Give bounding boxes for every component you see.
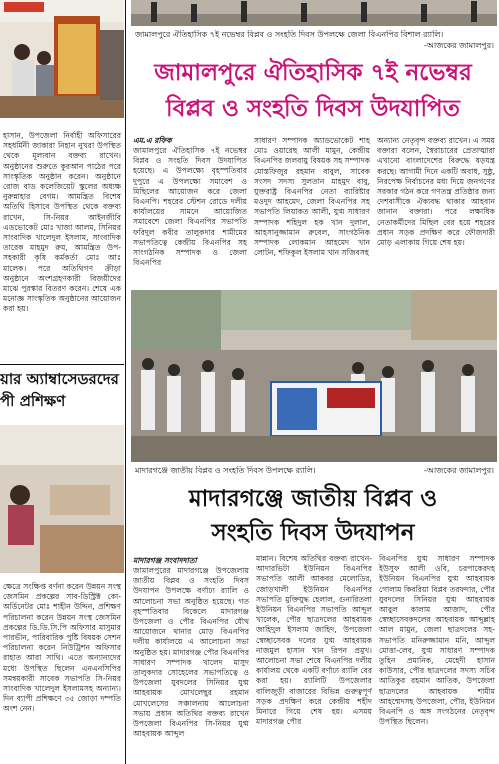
story2-col1: জামালপুরের মাদারগঞ্জে উপজেলায় জাতীয় বিপ্লব ও সংহতি দিবস উদযাপন উপলক্ষে বর্ণাঢ্য র‍্যালি ও আলোচনা সভা অনুষ্ঠিত হয়েছে। গত বৃহস্পতিবার বিকেলে মাদারগঞ্জ উপজেলা ও পৌর বিএনপির যৌথ আয়োজনে থানার মোড় বিএনপির দলীয় কার্যালয়ে এ আলোচনা সভা অনুষ্ঠিত হয়। মাদারগঞ্জ পৌর বিএনপির সাধারণ সম্পাদক খালেদ মাসুদ তালুকদার সোহেলের সভাপতিত্বে ও উপজেলা যুবদলের সিনিয়র যুগ্ম আহবায়ক মোখলেছুর রহমান মোখলেসের সঞ্চালনায় আলোচনা সভায় প্রধান অতিথির বক্তব্য রাখেন উপজেলা বিএনপির সি-নিয়র যুগ্ম আহবায়ক আব্দুল (133, 566, 249, 739)
story1-photo-caption: জামালপুরে ঐতিহাসিক ৭ই নভেম্বর বিপ্লব ও সংহতি দিবস উপলক্ষে জেলা বিএনপির বিশাল র‍্যালি। (135, 30, 444, 39)
story1-rally-photo (131, 290, 497, 462)
story2-col3: বিএনপির যুগ্ম সাধারণ সম্পাদক ইউসুফ আলী ওবি, চরপাকেরদহ ইউনিয়ন বিএনপির যুগ্ম আহবায়ক গোলাম কিবরিয়া বিপ্লব তরফদার, পৌর যুবদলের সিনিয়র যুগ্ম আহবায়ক আবুল কালাম আজাদ, পৌর স্বেচ্ছাসেবকদলের আহবায়ক আব্দুল্লাহ আল মামুন, জেলা ছাত্রদলের সহ-সভাপতি মনিরুজ্জামান মনি, আব্দুল মোত্তা-লেব, যুগ্ম সাধারণ সম্পাদক তুহিন প্রমানিক, মেহেদী হাসান কাউসার, পৌর ছাত্রদলের সদস্য সচিব আতিকুর রহমান আতিক, উপজেলা ছাত্রদলের আহবায়ক শামীম আহম্মেদসহ উপজেলা, পৌর, ইউনিয়ন বিএনপি ও অঙ্গ সংগঠনের নেতৃবৃন্দ উপস্থিত ছিলেন। (379, 554, 495, 727)
left-divider (0, 364, 124, 365)
story1-col2: সাধারণ সম্পাদক অ্যাডভোকেট শাহ মোঃ ওয়ারেছ আলী মামুন, কেন্দ্রীয় বিএনপির জলবায়ু বিষয়ক সহ সম্পাদক মোস্তফিজুর রহমান বাবুল, সাবেক সংসদ সদস্য সুলতান মাহমুদ বাবু, যুক্তরাষ্ট্র বিএনপির নেতা ব্যারিষ্টার মওদুদ আহমেদ, জেলা বিএনপির সহ সভাপতি লিয়াকত আলী, যুগ্ম সাধারণ সম্পাদক শহিদুল হক খান দুলাল, আহসানুজ্জামান রুবেল, সাংগঠনিক সম্পাদক লোকমান আহমেদ খান লোটন, শফিকুল ইসলাম খান সজিবসহ (254, 136, 370, 258)
story1-headline-line2: বিপ্লব ও সংহতি দিবস উদযাপিত (166, 95, 460, 122)
story1-headline-line1: জামালপুরে ঐতিহাসিক ৭ই নভেম্বর (154, 59, 472, 86)
top-left-photo (0, 0, 124, 118)
story2-headline-line2: সংহতি দিবস উদযাপন (211, 519, 415, 546)
column-divider (125, 0, 126, 764)
left-photo (0, 425, 124, 573)
story2-byline: মাদারগঞ্জ সংবাদদাতা (133, 556, 197, 565)
story1-byline: এম.এ রফিক (133, 136, 172, 145)
story1-photo-top (131, 0, 497, 26)
story2-headline-line1: মাদারগঞ্জে জাতীয় বিপ্লব ও (188, 485, 438, 512)
story2-photo-credit: -আজকের জামালপুর। (423, 466, 494, 475)
story2-photo-caption: মাদারগঞ্জে জাতীয় বিপ্লব ও সংহতি দিবস উপলক্ষে র‍্যালি। (135, 466, 316, 475)
left-column-text-bottom: ক্ষেত্রে সংক্ষিপ্ত বর্ণনা করেন উন্নয়ন সংস্থ জেসমিন প্রকল্পের সাব-ডিস্ট্রিক্ট কো-অর্ডিনেটর মোঃ শাহীন উদ্দিন, প্রশিক্ষণ পরিচালনা করেন উন্নয়ন সংস্থ জেসমিন প্রকল্পের ডি.ডি.সি.পি অফিসার মাসুমার পারভীন, পারিবারিক পুষ্টি বিষয়ক সেশন পরিচালনা করেন নিউট্রিশন অফিসার রাহাত আরা সাথি। এতে অন্যান্যদের মধ্যে উপস্থিত ছিলেন এনএনসিপির সমন্বয়কারী সাবেক সভাপতি সি-নিয়র সাংবাদিক খালেদুল ইসলামসহ অন্যান্য। দিন ব্যাপী প্রশিক্ষণে ৩৫ জোড়া দম্পতি অংশ নেন। (3, 582, 121, 714)
left-column-headline: য়ার অ্যাম্বাসেডরদের পী প্রশিক্ষণ (0, 370, 119, 410)
story1-col3: অন্যান্য নেতৃবৃন্দ বক্তব্য রাখেন। এ সময় বক্তারা বলেন, স্বৈরাচারের প্রেতাত্মারা এখানো বাংলাদেশের বিরুদ্ধে ষড়যন্ত্র করছে। আগামী দিনে একটি অবাধ, সুষ্ঠু, নিরপেক্ষ নির্বাচনের মধ্য দিয়ে জনগণের সরকার গঠন করে গণতন্ত্র প্রতিষ্ঠার জন্য দেশবাসীকে ঐক্যবদ্ধ থাকার আহবান জানান বক্তারা। পরে লক্ষাধিক নেতাকর্মীদের মিছিল বের হয়ে শহরের প্রধান সড়ক প্রদক্ষিণ করে ফৌজদারী মোড় এলাকায় গিয়ে শেষ হয়। (377, 136, 495, 248)
left-column-text-top: হাসান, উপজেলা নির্বাহী অফিসারের সহধর্মিনী জাকারা নিহান নুখরা উপস্থিত থেকে মূল্যবান বক্তব্য রাখেন। অনুষ্ঠানের শুরুতে কুরআন পাঠের পরে সাংস্কৃতিক অনুষ্ঠান করেন। অনুষ্ঠানে রোজ বাড কলেজিয়েট স্কুলের অধ্যক্ষ নুরুন্নাহার বেগম। আমন্ত্রিত বিশেষ অতিথি হিসাবে উপস্থিত থেকে বক্তব্য রাখেন, সি-নিয়র আইনজীবি এডভোকেট মোঃ খাজা আলম, সিনিয়র সাংবাদিক খালেদুল ইসলাম, সাংবাদিক তারেক মাহমুদ রুম, আমন্ত্রিত উপ-সহকারী কৃষি কর্মকর্তা মোঃ আঃ মালেক। পরে অতিথিগণ ক্রীড়া অনুষ্ঠানে অংশগ্রহণকারী বিজয়ীদের মাঝে পুরস্কার বিতরণ করেন। শেষে এক মনোজ্ঞ সাংস্কৃতিক অনুষ্ঠানের আয়োজন করা হয়। (3, 131, 121, 314)
story1-photo-credit: -আজকের জামালপুর। (423, 41, 494, 50)
story1-col1: জামালপুরে ঐতিহাসিক ৭ই নভেম্বর বিপ্লব ও সংহতি দিবস উদযাপিত হয়েছে। এ উপলক্ষ্যে বৃহস্পতিবার দুপুরে এ উপলক্ষ্যে সমাবেশ ও মিছিলের আয়োজন করে জেলা বিএনপি। শহরের স্টেশন রোডে দলীয় কার্যালয়ের সামনে আয়োজিত সমাবেশে জেলা বিএনপির সভাপতি ফরিদুল কবীর তালুকদার শামীমের সভাপতিত্বে কেন্দ্রীয় বিএনপির সহ সাংগঠনিক সম্পাদক ও জেলা বিএনপির (133, 146, 247, 268)
story2-col2: মান্নান। বিশেষ অতিথির বক্তব্য রাখেন- আদারভিটা ইউনিয়ন বিএনপির সভাপতি আলী আকবর মেলোডির, জোড়খালী ইউনিয়ন বিএনপির সভাপতি মুক্তিযুদ্ধ হেলাল, গুনারিতলা ইউনিয়ন বিএনপির সভাপতি আব্দুল খালেক, পৌর ছাত্রদলের আহবায়ক জাহিদুল ইসলাম জাহিদ, উপজেলা স্বেচ্ছাসেবক দলের যুগ্ম আহবায়ক নাজমুল হাসান খান রিপন প্রমুখ। আলোচনা সভা শেষে বিএনপির দলীয় কার্যালয় থেকে একটি বর্ণাঢ্য র‍্যালি বের করা হয়। র‍্যালিটি উপজেলার বালিজুড়ী বাজারের বিভিন্ন গুরুত্বপূর্ণ সড়ক প্রদক্ষিণ করে কেন্দ্রীয় শহীদ মিনারে গিয়ে শেষ হয়। এসময় মাদারগঞ্জ পৌর (256, 554, 372, 727)
